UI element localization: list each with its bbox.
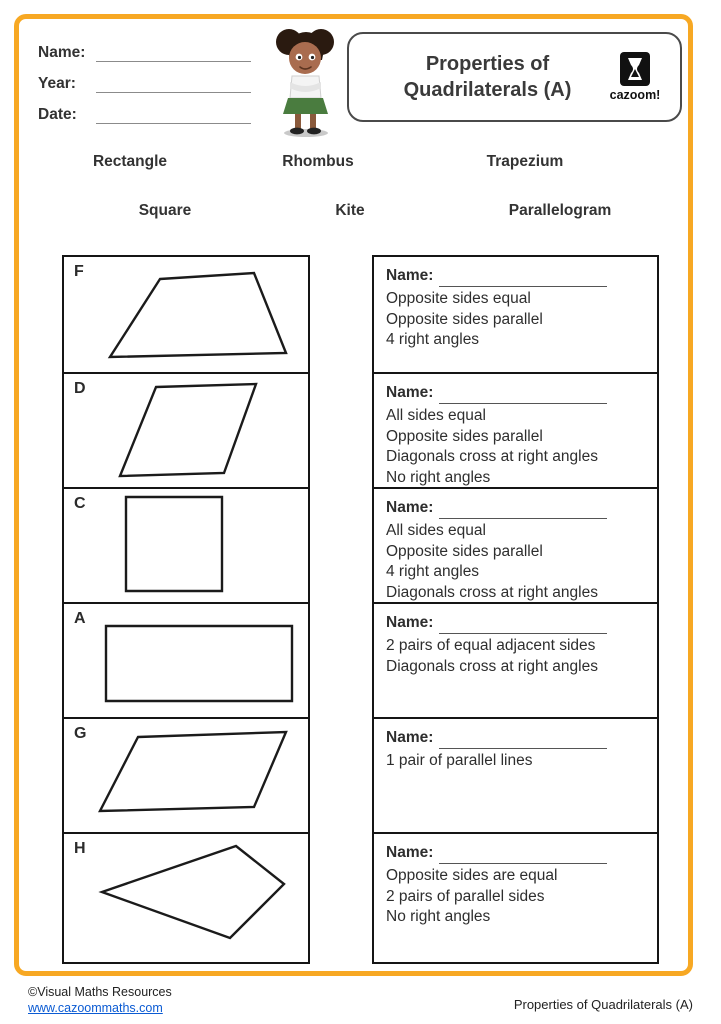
name-answer-blank[interactable] <box>439 389 607 404</box>
property-text: 4 right angles <box>386 563 480 581</box>
property-text: 4 right angles <box>386 331 480 349</box>
shape-cell-D <box>64 374 308 489</box>
property-text: All sides equal <box>386 406 486 424</box>
shape-cell-G <box>64 719 308 834</box>
word-bank-trapezium: Trapezium <box>486 153 564 170</box>
properties-cell-5 <box>374 719 657 834</box>
cazoom-logo-icon <box>620 52 650 86</box>
word-bank-rhombus: Rhombus <box>282 153 354 170</box>
cazoommaths-link[interactable]: www.cazoommaths.com <box>28 1000 163 1015</box>
name-label: Name: <box>386 267 434 284</box>
name-field-label: Name: <box>38 44 86 61</box>
properties-cell-1 <box>374 257 657 374</box>
shapes-column <box>62 255 310 964</box>
worksheet-title-box <box>347 32 682 122</box>
name-field-blank[interactable] <box>96 46 251 62</box>
cazoom-logo <box>604 52 666 102</box>
properties-cell-2 <box>374 374 657 489</box>
name-answer-blank[interactable] <box>439 504 607 519</box>
student-info-fields <box>38 44 251 137</box>
name-answer-blank[interactable] <box>439 619 607 634</box>
page-title-line1: Properties of <box>425 53 550 75</box>
square-shape <box>64 489 308 600</box>
word-bank-kite: Kite <box>335 202 365 219</box>
property-text: No right angles <box>386 908 491 926</box>
property-text: 2 pairs of parallel sides <box>386 887 545 905</box>
shape-cell-H <box>64 834 308 962</box>
shape-cell-F <box>64 257 308 374</box>
shape-cell-A <box>64 604 308 719</box>
name-answer-blank[interactable] <box>439 849 607 864</box>
shape-letter: G <box>74 725 87 742</box>
word-bank-parallelogram: Parallelogram <box>508 202 612 219</box>
property-text: 1 pair of parallel lines <box>386 751 533 769</box>
rhombus-shape <box>64 374 308 485</box>
kite-shape <box>64 834 308 958</box>
word-bank-square: Square <box>138 202 192 219</box>
year-field-row <box>38 75 251 93</box>
word-bank-rectangle: Rectangle <box>92 153 168 170</box>
footer-worksheet-title: Properties of Quadrilaterals (A) <box>513 997 693 1012</box>
cartoon-girl-mascot <box>262 26 350 143</box>
shape-letter: H <box>74 840 86 857</box>
shape-cell-C <box>64 489 308 604</box>
property-text: All sides equal <box>386 521 486 539</box>
year-field-label: Year: <box>38 75 76 92</box>
property-text: 2 pairs of equal adjacent sides <box>386 636 596 654</box>
copyright-text: ©Visual Maths Resources <box>28 985 172 999</box>
property-text: Opposite sides are equal <box>386 866 558 884</box>
page-title-line2: Quadrilaterals (A) <box>403 79 572 101</box>
name-label: Name: <box>386 499 434 516</box>
property-text: Opposite sides parallel <box>386 427 543 445</box>
property-text: Diagonals cross at right angles <box>386 584 598 602</box>
name-label: Name: <box>386 614 434 631</box>
properties-cell-3 <box>374 489 657 604</box>
property-text: Diagonals cross at right angles <box>386 448 598 466</box>
name-label: Name: <box>386 384 434 401</box>
trapezium-shape <box>64 257 308 370</box>
shape-letter: D <box>74 380 86 397</box>
page-title <box>371 51 604 103</box>
property-text: Diagonals cross at right angles <box>386 657 598 675</box>
parallelogram-shape <box>64 719 308 830</box>
name-answer-blank[interactable] <box>439 734 607 749</box>
property-text: Opposite sides parallel <box>386 310 543 328</box>
properties-cell-4 <box>374 604 657 719</box>
property-text: Opposite sides parallel <box>386 542 543 560</box>
properties-cell-6 <box>374 834 657 962</box>
date-field-label: Date: <box>38 106 77 123</box>
property-text: No right angles <box>386 469 491 487</box>
property-text: Opposite sides equal <box>386 289 531 307</box>
date-field-row <box>38 106 251 124</box>
rectangle-shape <box>64 604 308 715</box>
footer-attribution <box>28 985 172 1016</box>
name-label: Name: <box>386 844 434 861</box>
name-answer-blank[interactable] <box>439 272 607 287</box>
properties-column <box>372 255 659 964</box>
shape-letter: A <box>74 610 86 627</box>
cartoon-girl-icon <box>262 26 350 138</box>
shape-letter: F <box>74 263 84 280</box>
cazoom-logo-text: cazoom! <box>609 88 661 102</box>
shape-letter: C <box>74 495 86 512</box>
name-label: Name: <box>386 729 434 746</box>
year-field-blank[interactable] <box>96 77 251 93</box>
name-field-row <box>38 44 251 62</box>
date-field-blank[interactable] <box>96 108 251 124</box>
